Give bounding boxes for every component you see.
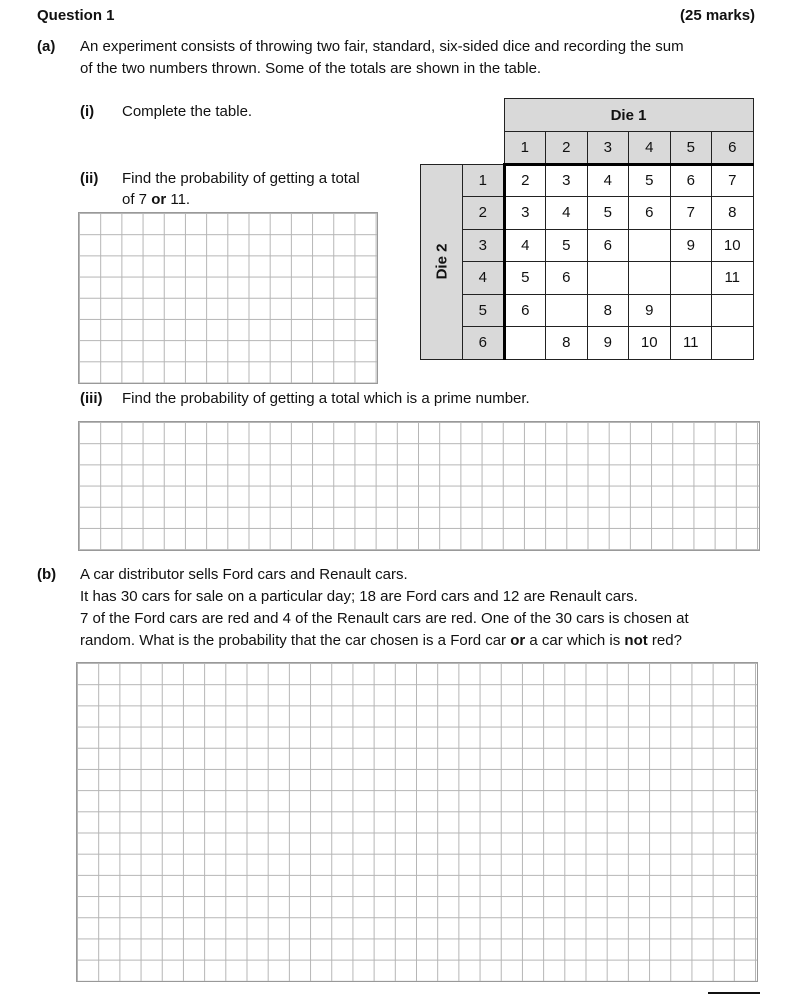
part-a-i-label: (i) — [80, 103, 95, 120]
table-cell[interactable]: 2 — [504, 164, 546, 197]
table-cell[interactable]: 6 — [629, 197, 671, 230]
table-cell[interactable] — [670, 294, 712, 327]
part-a-intro-line1: An experiment consists of throwing two fair, standard, six-sided dice and recording the sum — [80, 38, 684, 55]
part-b-line3: 7 of the Ford cars are red and 4 of the Renault cars are red. One of the 30 cars is chosen at — [80, 610, 689, 627]
part-a-label: (a) — [37, 38, 56, 55]
table-cell[interactable]: 8 — [587, 294, 629, 327]
part-a-i-text: Complete the table. — [122, 103, 253, 120]
row-header: 5 — [463, 294, 505, 327]
table-cell[interactable]: 6 — [546, 262, 588, 295]
answer-grid-iii[interactable] — [78, 421, 760, 551]
table-cell[interactable]: 11 — [670, 327, 712, 360]
table-cell[interactable] — [670, 262, 712, 295]
table-cell[interactable]: 11 — [712, 262, 754, 295]
table-cell[interactable]: 9 — [670, 229, 712, 262]
row-header: 1 — [463, 164, 505, 197]
table-cell[interactable]: 10 — [712, 229, 754, 262]
part-a-ii-line2: of 7 or 11. — [122, 191, 191, 208]
part-a-ii-line1: Find the probability of getting a total — [122, 170, 360, 187]
dice-sum-table — [420, 98, 754, 360]
table-cell[interactable] — [629, 229, 671, 262]
table-cell[interactable] — [712, 294, 754, 327]
part-b-line1: A car distributor sells Ford cars and Renault cars. — [80, 566, 408, 583]
part-a-iii-text: Find the probability of getting a total which is a prime number. — [122, 390, 530, 407]
part-b-label: (b) — [37, 566, 57, 583]
table-cell[interactable]: 4 — [504, 229, 546, 262]
row-header: 2 — [463, 197, 505, 230]
marks-label: (25 marks) — [680, 7, 756, 24]
table-cell[interactable]: 5 — [504, 262, 546, 295]
part-a-ii-label: (ii) — [80, 170, 99, 187]
table-cell[interactable]: 7 — [670, 197, 712, 230]
answer-grid-b[interactable] — [76, 662, 758, 982]
part-b-line4: random. What is the probability that the car chosen is a Ford car or a car which is not red? — [80, 632, 682, 649]
table-cell[interactable]: 4 — [587, 164, 629, 197]
table-cell[interactable]: 7 — [712, 164, 754, 197]
part-b-line2: It has 30 cars for sale on a particular day; 18 are Ford cars and 12 are Renault cars. — [80, 588, 638, 605]
die2-label-cell — [421, 164, 463, 359]
table-cell[interactable]: 9 — [587, 327, 629, 360]
table-cell[interactable]: 10 — [629, 327, 671, 360]
col-header: 1 — [504, 132, 546, 165]
question-title: Question 1 — [37, 7, 115, 24]
table-cell[interactable]: 6 — [670, 164, 712, 197]
table-cell[interactable] — [546, 294, 588, 327]
row-header: 4 — [463, 262, 505, 295]
table-cell[interactable] — [587, 262, 629, 295]
table-cell[interactable] — [712, 327, 754, 360]
die1-label: Die 1 — [504, 99, 753, 132]
table-cell[interactable] — [629, 262, 671, 295]
answer-grid-ii[interactable] — [78, 212, 378, 384]
table-cell[interactable]: 8 — [546, 327, 588, 360]
col-header: 6 — [712, 132, 754, 165]
table-cell[interactable]: 5 — [587, 197, 629, 230]
table-cell[interactable]: 3 — [504, 197, 546, 230]
row-header: 6 — [463, 327, 505, 360]
part-a-intro-line2: of the two numbers thrown. Some of the totals are shown in the table. — [80, 60, 542, 77]
table-cell[interactable] — [504, 327, 546, 360]
table-cell[interactable]: 5 — [629, 164, 671, 197]
part-a-iii-label: (iii) — [80, 390, 103, 407]
table-cell[interactable]: 6 — [504, 294, 546, 327]
col-header: 5 — [670, 132, 712, 165]
page-end-rule — [708, 992, 760, 994]
table-cell[interactable]: 4 — [546, 197, 588, 230]
table-cell[interactable]: 5 — [546, 229, 588, 262]
table-cell[interactable]: 6 — [587, 229, 629, 262]
table-cell[interactable]: 3 — [546, 164, 588, 197]
col-header: 4 — [629, 132, 671, 165]
table-cell[interactable]: 9 — [629, 294, 671, 327]
col-header: 2 — [546, 132, 588, 165]
table-cell[interactable]: 8 — [712, 197, 754, 230]
col-header: 3 — [587, 132, 629, 165]
row-header: 3 — [463, 229, 505, 262]
die2-label: Die 2 — [432, 243, 450, 280]
